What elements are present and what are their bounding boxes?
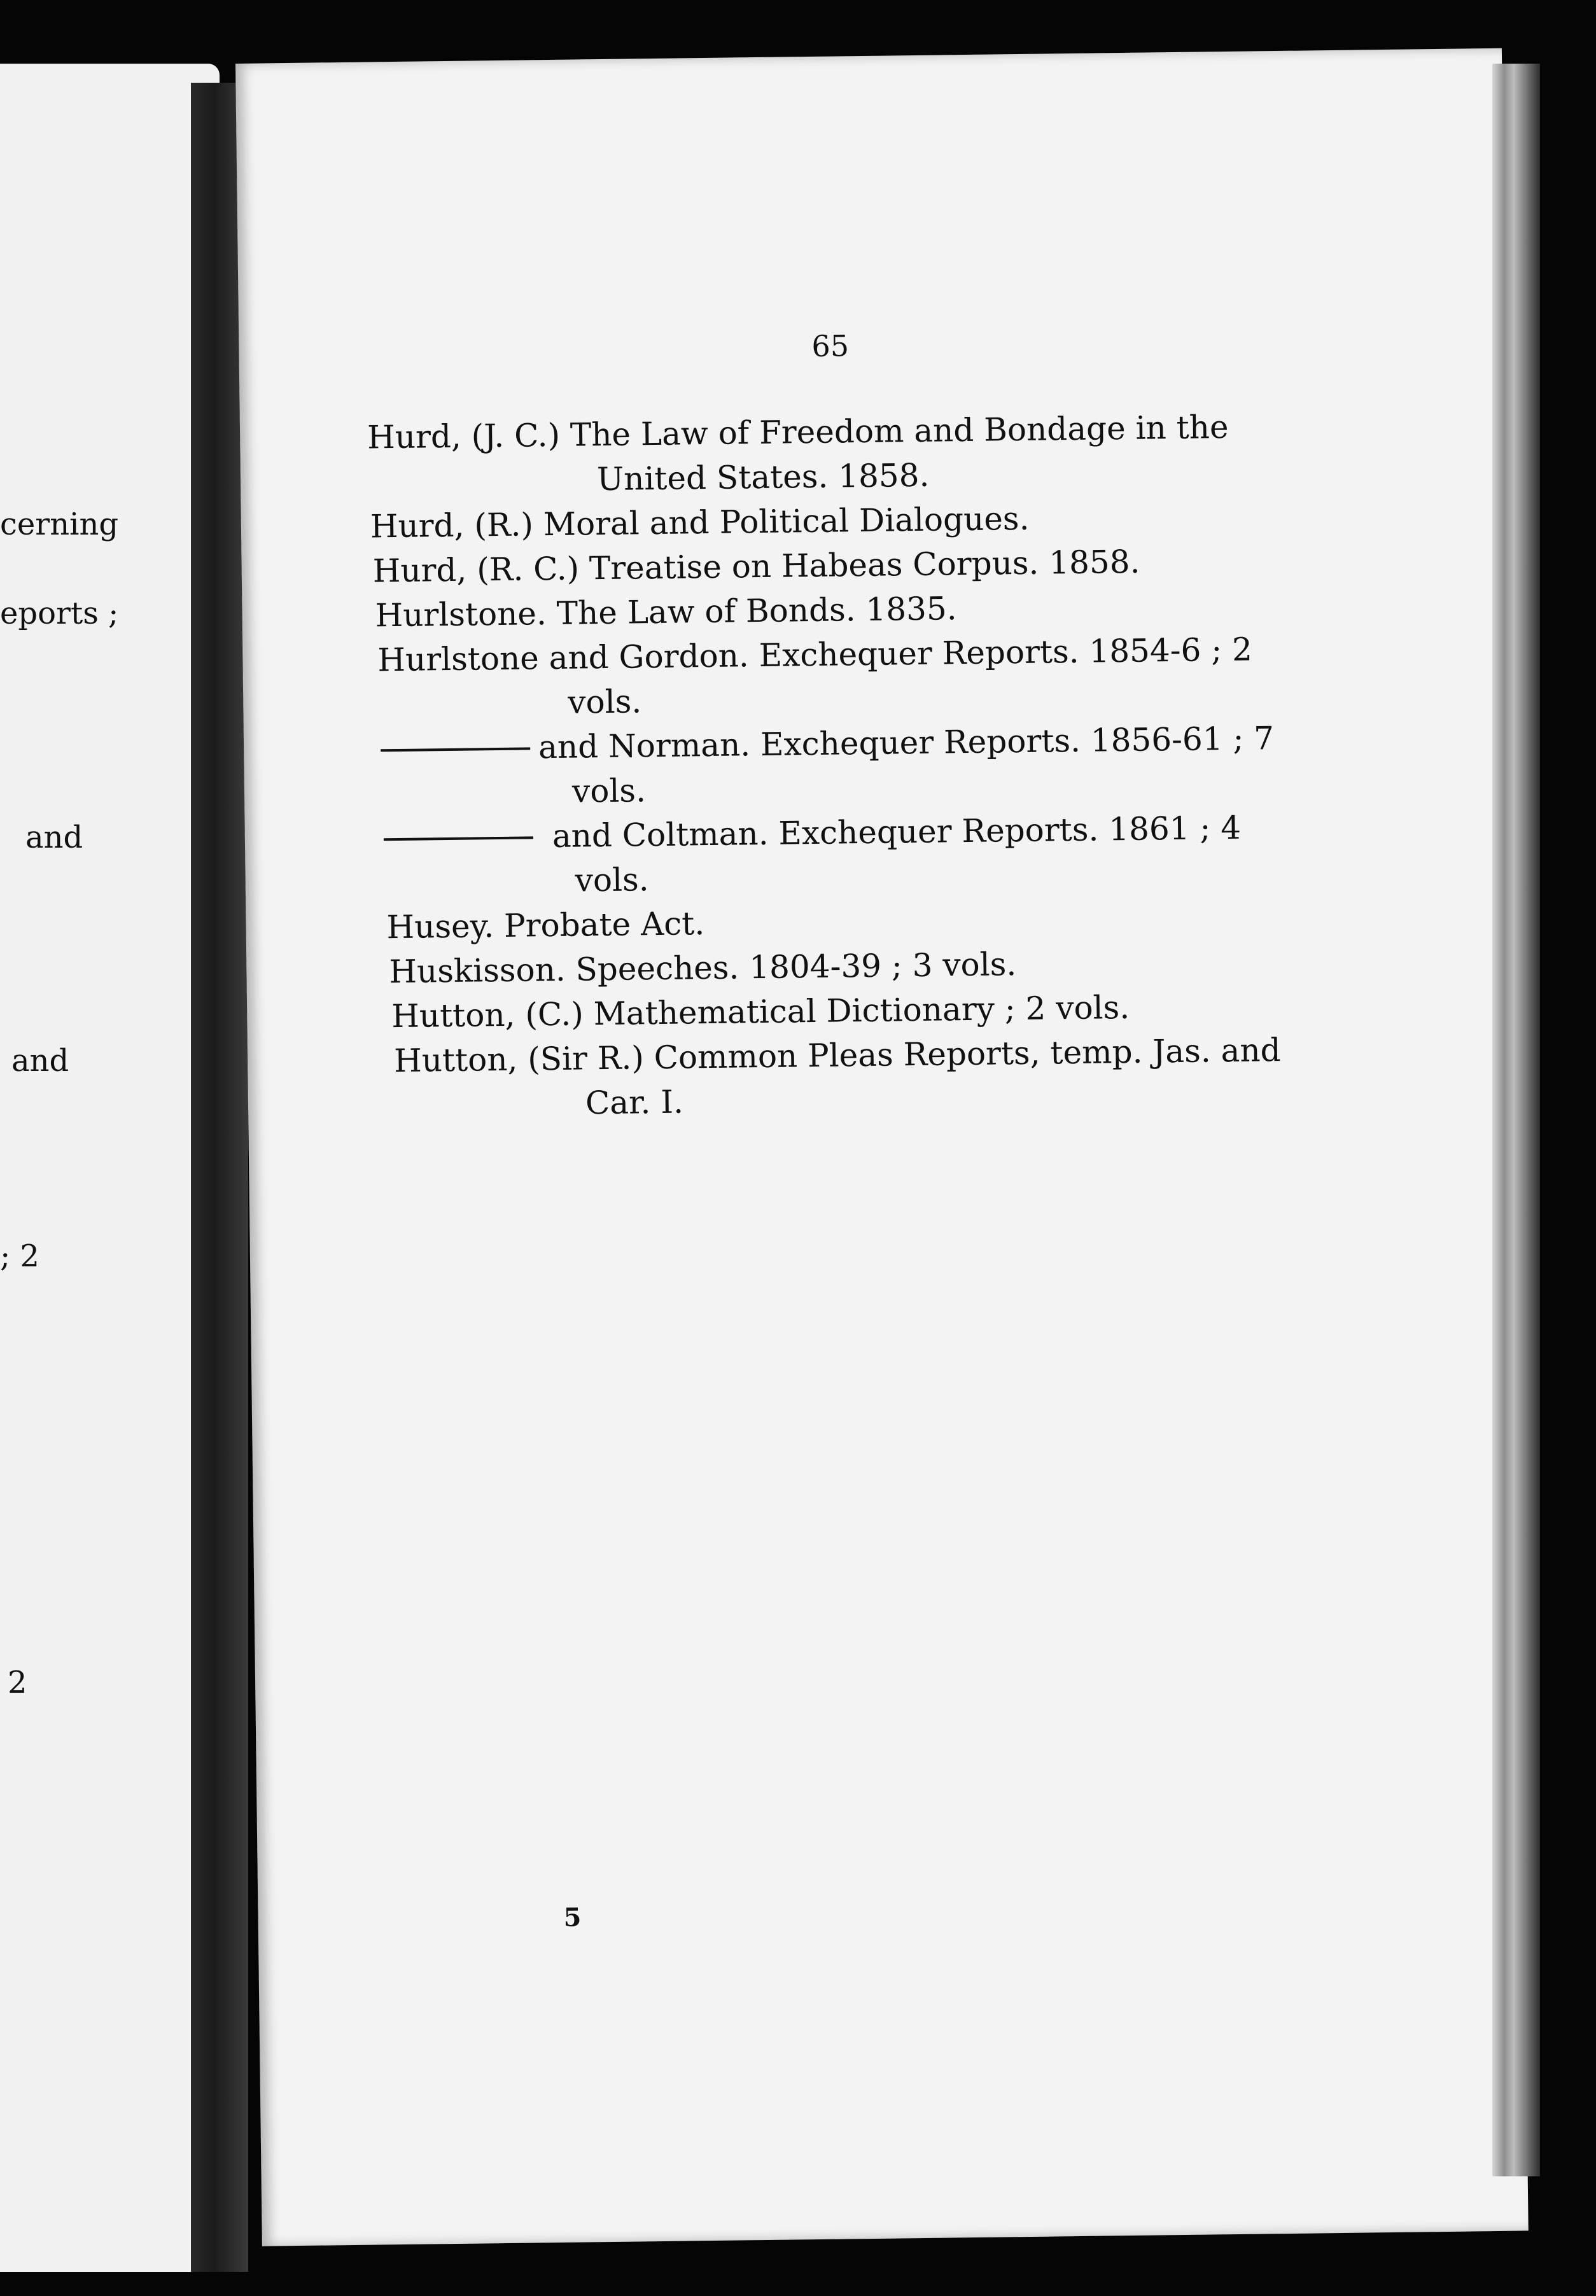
entry-line: vols. <box>575 861 649 899</box>
entry-line: Hutton, (C.) Mathematical Dictionary ; 2 vols. <box>391 988 1130 1035</box>
ditto-rule <box>381 747 530 752</box>
left-facing-page <box>0 64 220 2272</box>
entry-line: Hurlstone and Gordon. Exchequer Reports. 1854-6 ; 2 <box>377 631 1253 679</box>
entry-line: Hurd, (R.) Moral and Political Dialogues. <box>370 500 1030 545</box>
left-page-fragment: and <box>25 820 83 855</box>
page-stack-edge <box>1492 64 1540 2176</box>
left-page-fragment: ; 2 <box>0 1238 39 1274</box>
entry-line: Hutton, (Sir R.) Common Pleas Reports, temp. Jas. and <box>393 1032 1281 1080</box>
right-page <box>235 48 1529 2246</box>
left-page-fragment: eports ; <box>0 596 119 631</box>
entry-line: vols. <box>567 683 642 721</box>
entry-line: and Norman. Exchequer Reports. 1856-61 ; 7 <box>538 720 1275 766</box>
left-page-fragment: 2 <box>8 1665 27 1700</box>
entry-line: Car. I. <box>585 1083 684 1122</box>
entry-line: Huskisson. Speeches. 1804-39 ; 3 vols. <box>389 946 1017 991</box>
left-page-fragment: cerning <box>0 507 119 542</box>
page-text-block <box>235 48 1502 1933</box>
left-page-fragment: and <box>11 1043 69 1079</box>
signature-mark: 5 <box>563 1902 582 1933</box>
entry-line: Hurd, (R. C.) Treatise on Habeas Corpus. 1858. <box>372 543 1140 590</box>
entry-line: Husey. Probate Act. <box>386 905 705 946</box>
entry-line: Hurd, (J. C.) The Law of Freedom and Bondage in the <box>367 408 1229 456</box>
entry-line: vols. <box>571 772 647 810</box>
ditto-rule <box>384 836 533 841</box>
entry-line: and Coltman. Exchequer Reports. 1861 ; 4 <box>552 809 1242 855</box>
entry-line: United States. 1858. <box>596 456 930 498</box>
entry-line: Hurlstone. The Law of Bonds. 1835. <box>375 590 957 634</box>
page-number: 65 <box>811 328 850 363</box>
